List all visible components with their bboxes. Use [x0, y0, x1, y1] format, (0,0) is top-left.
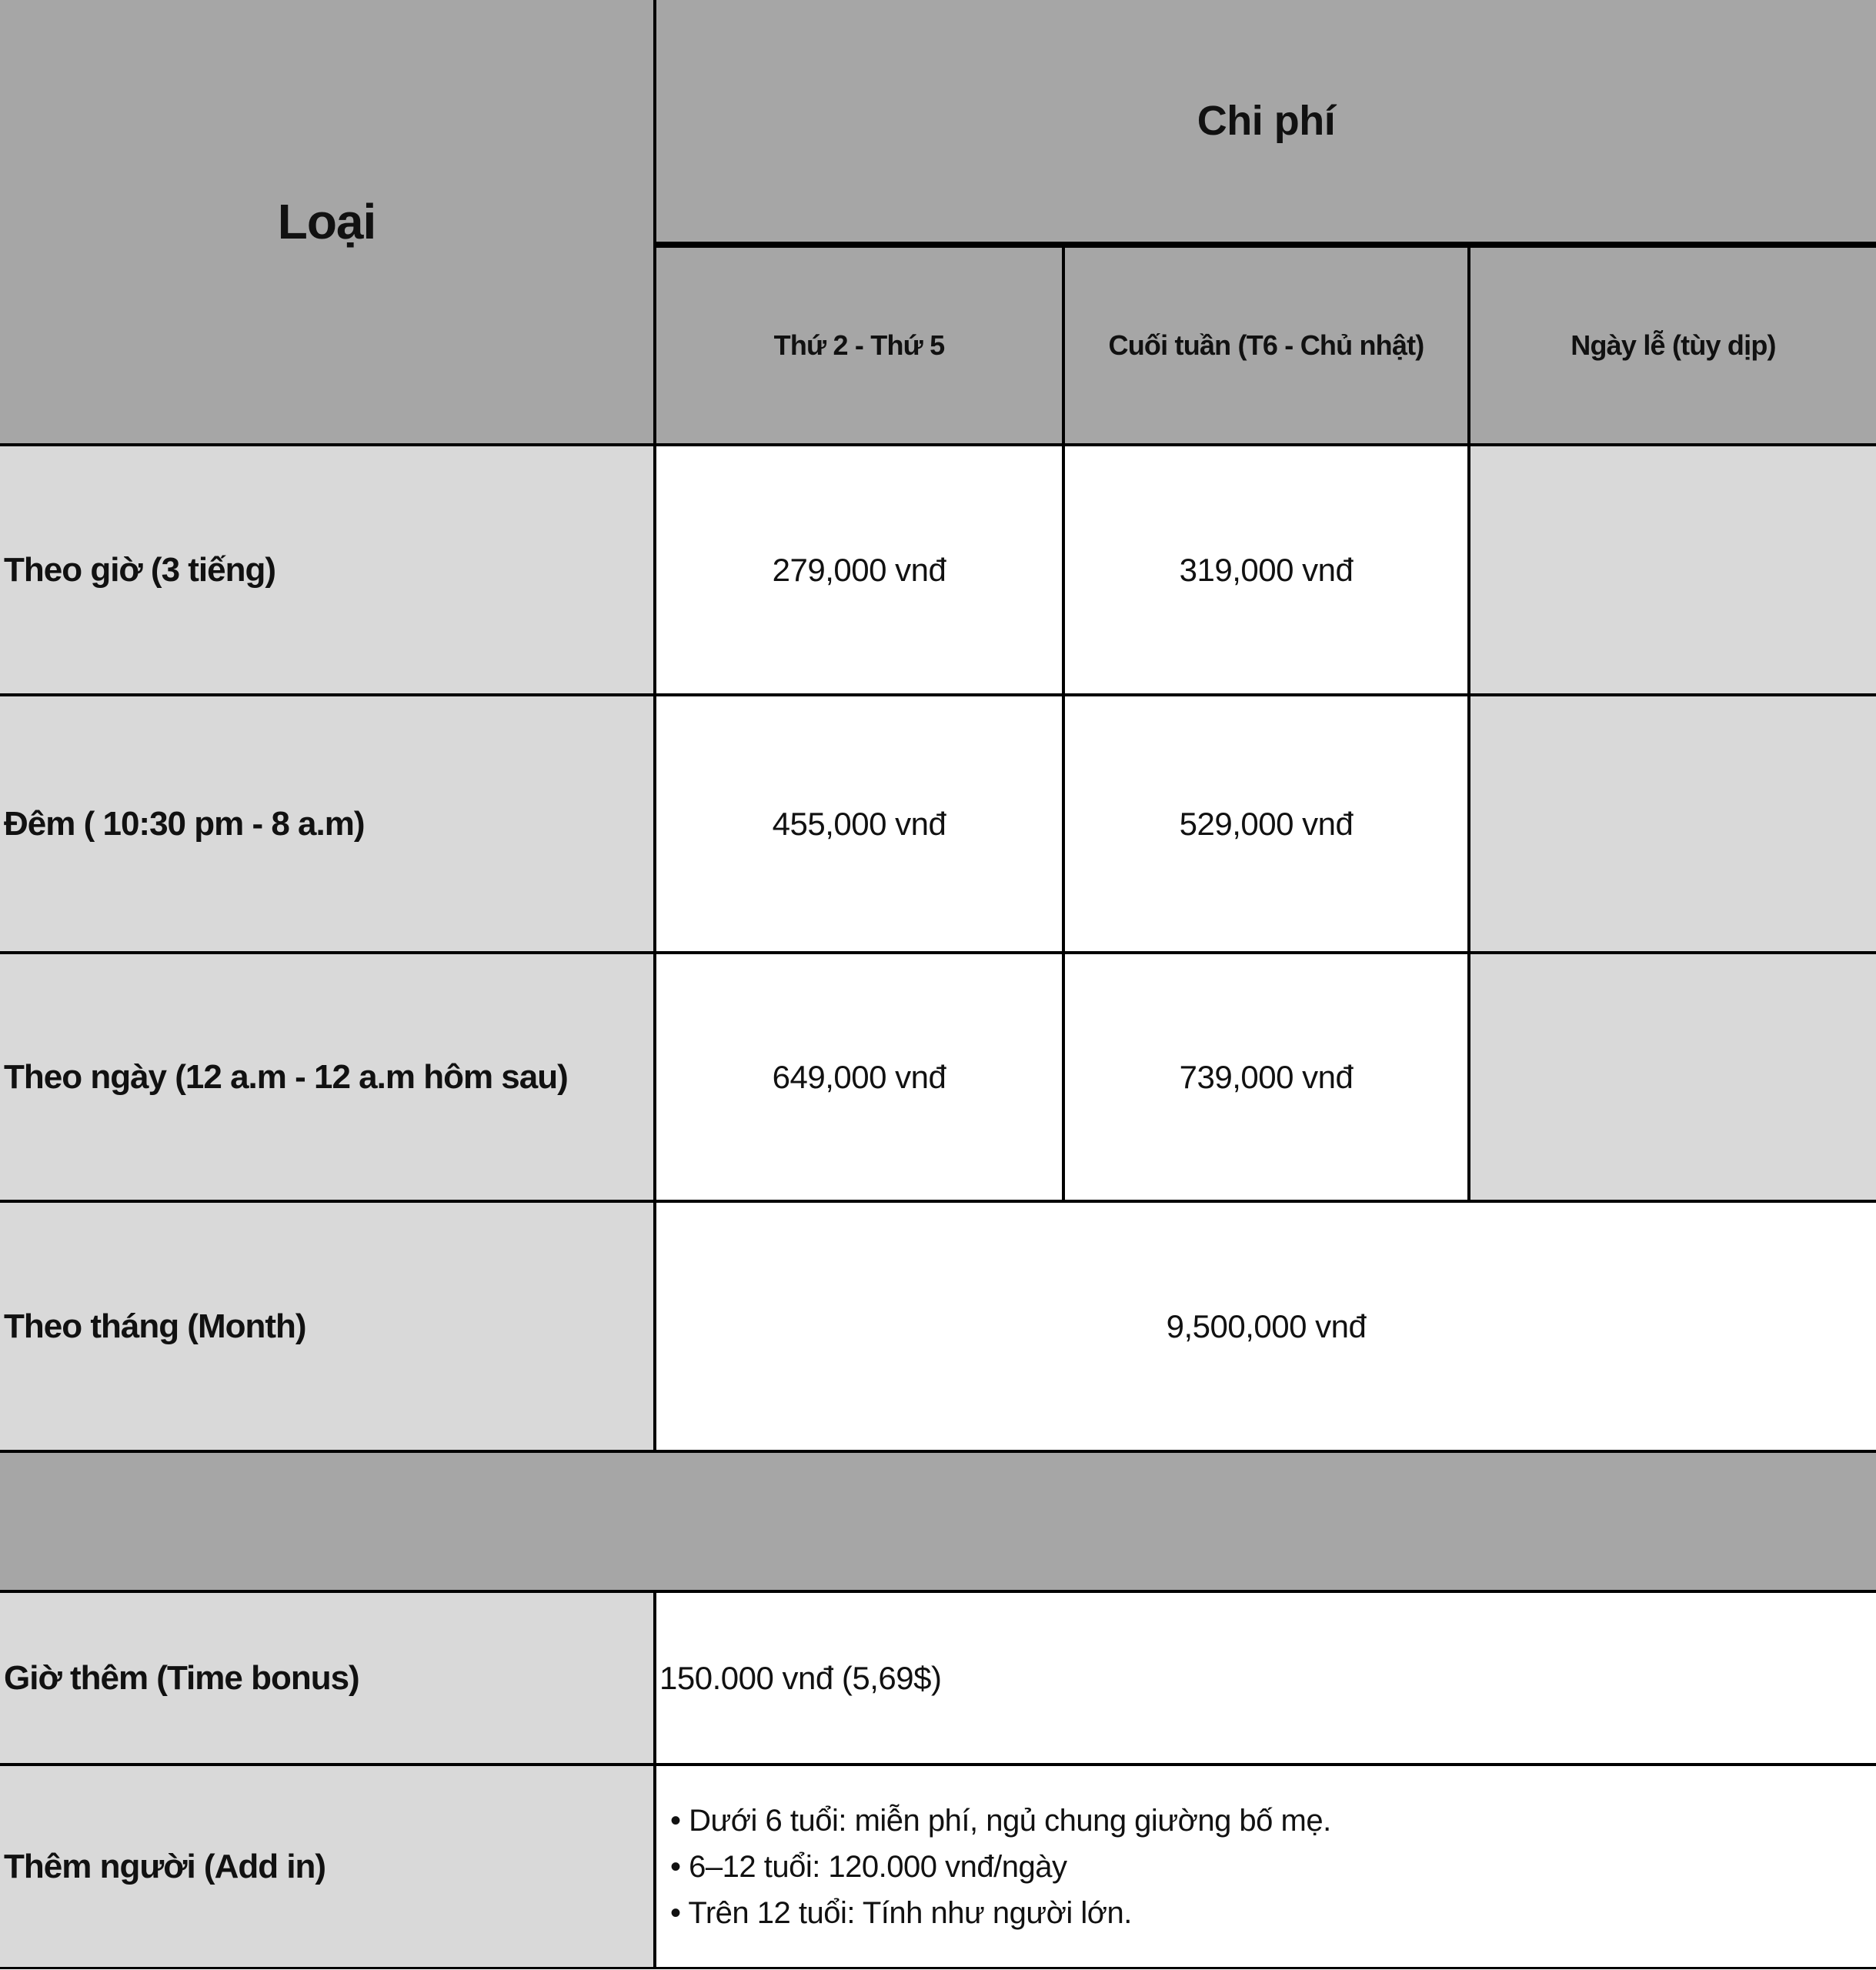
daily-weekday-price [656, 954, 1062, 1200]
overnight-holiday-price-empty [1470, 696, 1876, 951]
row-label-overnight [0, 696, 653, 951]
hourly-holiday-price-empty [1470, 446, 1876, 693]
overnight-weekday-price [656, 696, 1062, 951]
row-label-add-person [0, 1766, 653, 1967]
weekday-column-header-label: Thứ 2 - Thứ 5 [773, 329, 945, 361]
add-person-policy-over12: • Trên 12 tuổi: Tính như người lớn. [670, 1895, 1132, 1930]
daily-holiday-price-empty [1470, 954, 1876, 1200]
monthly-price-text: 9,500,000 vnđ [1166, 1307, 1367, 1344]
weekend-column-header-label: Cuối tuần (T6 - Chủ nhật) [1108, 329, 1424, 361]
overnight-weekend-price [1065, 696, 1467, 951]
separator-band [0, 1453, 1876, 1590]
row-label-time-bonus [0, 1593, 653, 1763]
add-person-policy-6to12: • 6–12 tuổi: 120.000 vnđ/ngày [670, 1849, 1067, 1884]
row-label-time-bonus-text: Giờ thêm (Time bonus) [4, 1658, 359, 1697]
row-label-daily-text: Theo ngày (12 a.m - 12 a.m hôm sau) [4, 1057, 568, 1096]
row-label-add-person-text: Thêm người (Add in) [4, 1847, 326, 1885]
row-label-hourly-text: Theo giờ (3 tiếng) [4, 550, 276, 589]
type-column-header [0, 0, 653, 443]
row-label-monthly [0, 1203, 653, 1450]
hourly-weekend-price [1065, 446, 1467, 693]
hourly-weekday-price [656, 446, 1062, 693]
daily-weekday-price-text: 649,000 vnđ [772, 1058, 946, 1095]
add-person-policy [656, 1766, 1876, 1967]
holiday-column-header [1470, 248, 1876, 443]
row-label-overnight-text: Đêm ( 10:30 pm - 8 a.m) [4, 804, 365, 843]
weekday-column-header [656, 248, 1062, 443]
holiday-column-header-label: Ngày lễ (tùy dịp) [1571, 329, 1776, 361]
hourly-weekend-price-text: 319,000 vnđ [1179, 551, 1354, 588]
cost-column-header-label: Chi phí [1197, 98, 1336, 144]
hourly-weekday-price-text: 279,000 vnđ [772, 551, 946, 588]
row-label-daily [0, 954, 653, 1200]
overnight-weekday-price-text: 455,000 vnđ [772, 805, 946, 842]
time-bonus-price-text: 150.000 vnđ (5,69$) [659, 1659, 942, 1696]
time-bonus-price [656, 1593, 1876, 1763]
overnight-weekend-price-text: 529,000 vnđ [1179, 805, 1354, 842]
daily-weekend-price [1065, 954, 1467, 1200]
weekend-column-header [1065, 248, 1467, 443]
row-label-hourly [0, 446, 653, 693]
type-column-header-label: Loại [277, 194, 376, 249]
monthly-price [656, 1203, 1876, 1450]
cost-column-header [656, 0, 1876, 245]
add-person-policy-under6: • Dưới 6 tuổi: miễn phí, ngủ chung giường bố mẹ. [670, 1803, 1331, 1838]
row-label-monthly-text: Theo tháng (Month) [4, 1307, 306, 1345]
daily-weekend-price-text: 739,000 vnđ [1179, 1058, 1354, 1095]
